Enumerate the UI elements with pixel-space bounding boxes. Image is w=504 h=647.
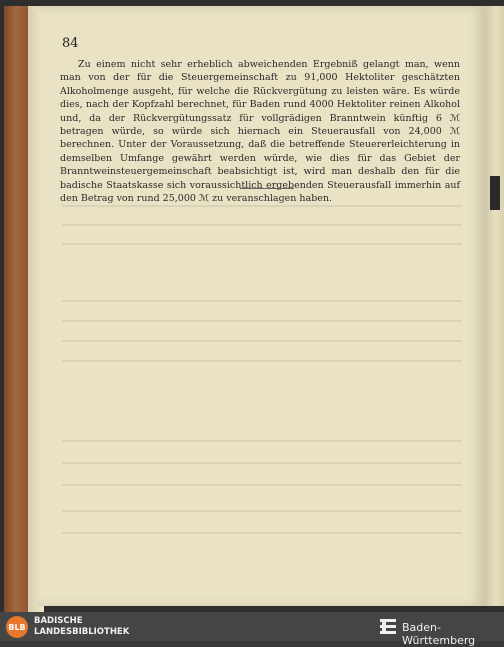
footer-bar <box>0 612 504 647</box>
bleed-through-line <box>62 300 462 302</box>
bleed-through-line <box>62 224 462 226</box>
library-name-line2: LANDESBIBLIOTHEK <box>34 627 130 637</box>
bleed-through-line <box>62 510 462 512</box>
page-number: 84 <box>62 36 79 51</box>
book-cover-edge <box>4 6 30 612</box>
section-divider <box>240 188 294 189</box>
paragraph-text: Zu einem nicht sehr erheblich abweichenden Ergebniß gelangt man, wenn man von der für die Steuergemeinschaft zu 91,000 Hektoliter geschätzten Alkoholmenge ausgeht, für welche die Rückvergütung zu leisten wäre. Es würde dies, nach der Kopfzahl berechnet, für Baden rund 4000 Hektoliter reinen Alkohol und, da der Rückvergütungssatz für vollgrädigen Branntwein künftig 6 ℳ betragen würde, so würde sich hiernach ein Steuerausfall von 24,000 ℳ berechnen. Unter der Voraussetzung, daß die betreffende Steuererleichterung in demselben Umfange gewährt werden würde, wie dies für das Gebiet der Branntweinsteuergemeinschaft beabsichtigt ist, wird man deshalb den für die badische Staatskasse sich voraussichtlich ergebenden Steuerausfall immerhin auf den Betrag von rund 25,000 ℳ zu veranschlagen haben. <box>60 59 460 205</box>
baden-wuerttemberg-lions-icon <box>379 617 397 637</box>
blb-logo[interactable]: BLB <box>6 616 28 638</box>
next-page-fragment <box>490 176 500 210</box>
library-name-line1: BADISCHE <box>34 616 83 626</box>
next-page-edge <box>484 6 504 606</box>
bleed-through-line <box>62 340 462 342</box>
bleed-through-line <box>62 484 462 486</box>
bleed-through-line <box>62 320 462 322</box>
bleed-through-line <box>62 205 462 207</box>
bleed-through-line <box>62 532 462 534</box>
state-name[interactable]: Baden-Württemberg <box>402 621 476 647</box>
bleed-through-line <box>62 360 462 362</box>
bleed-through-line <box>62 462 462 464</box>
bleed-through-line <box>62 440 462 442</box>
library-name[interactable] <box>34 616 129 638</box>
bleed-through-line <box>62 243 462 245</box>
